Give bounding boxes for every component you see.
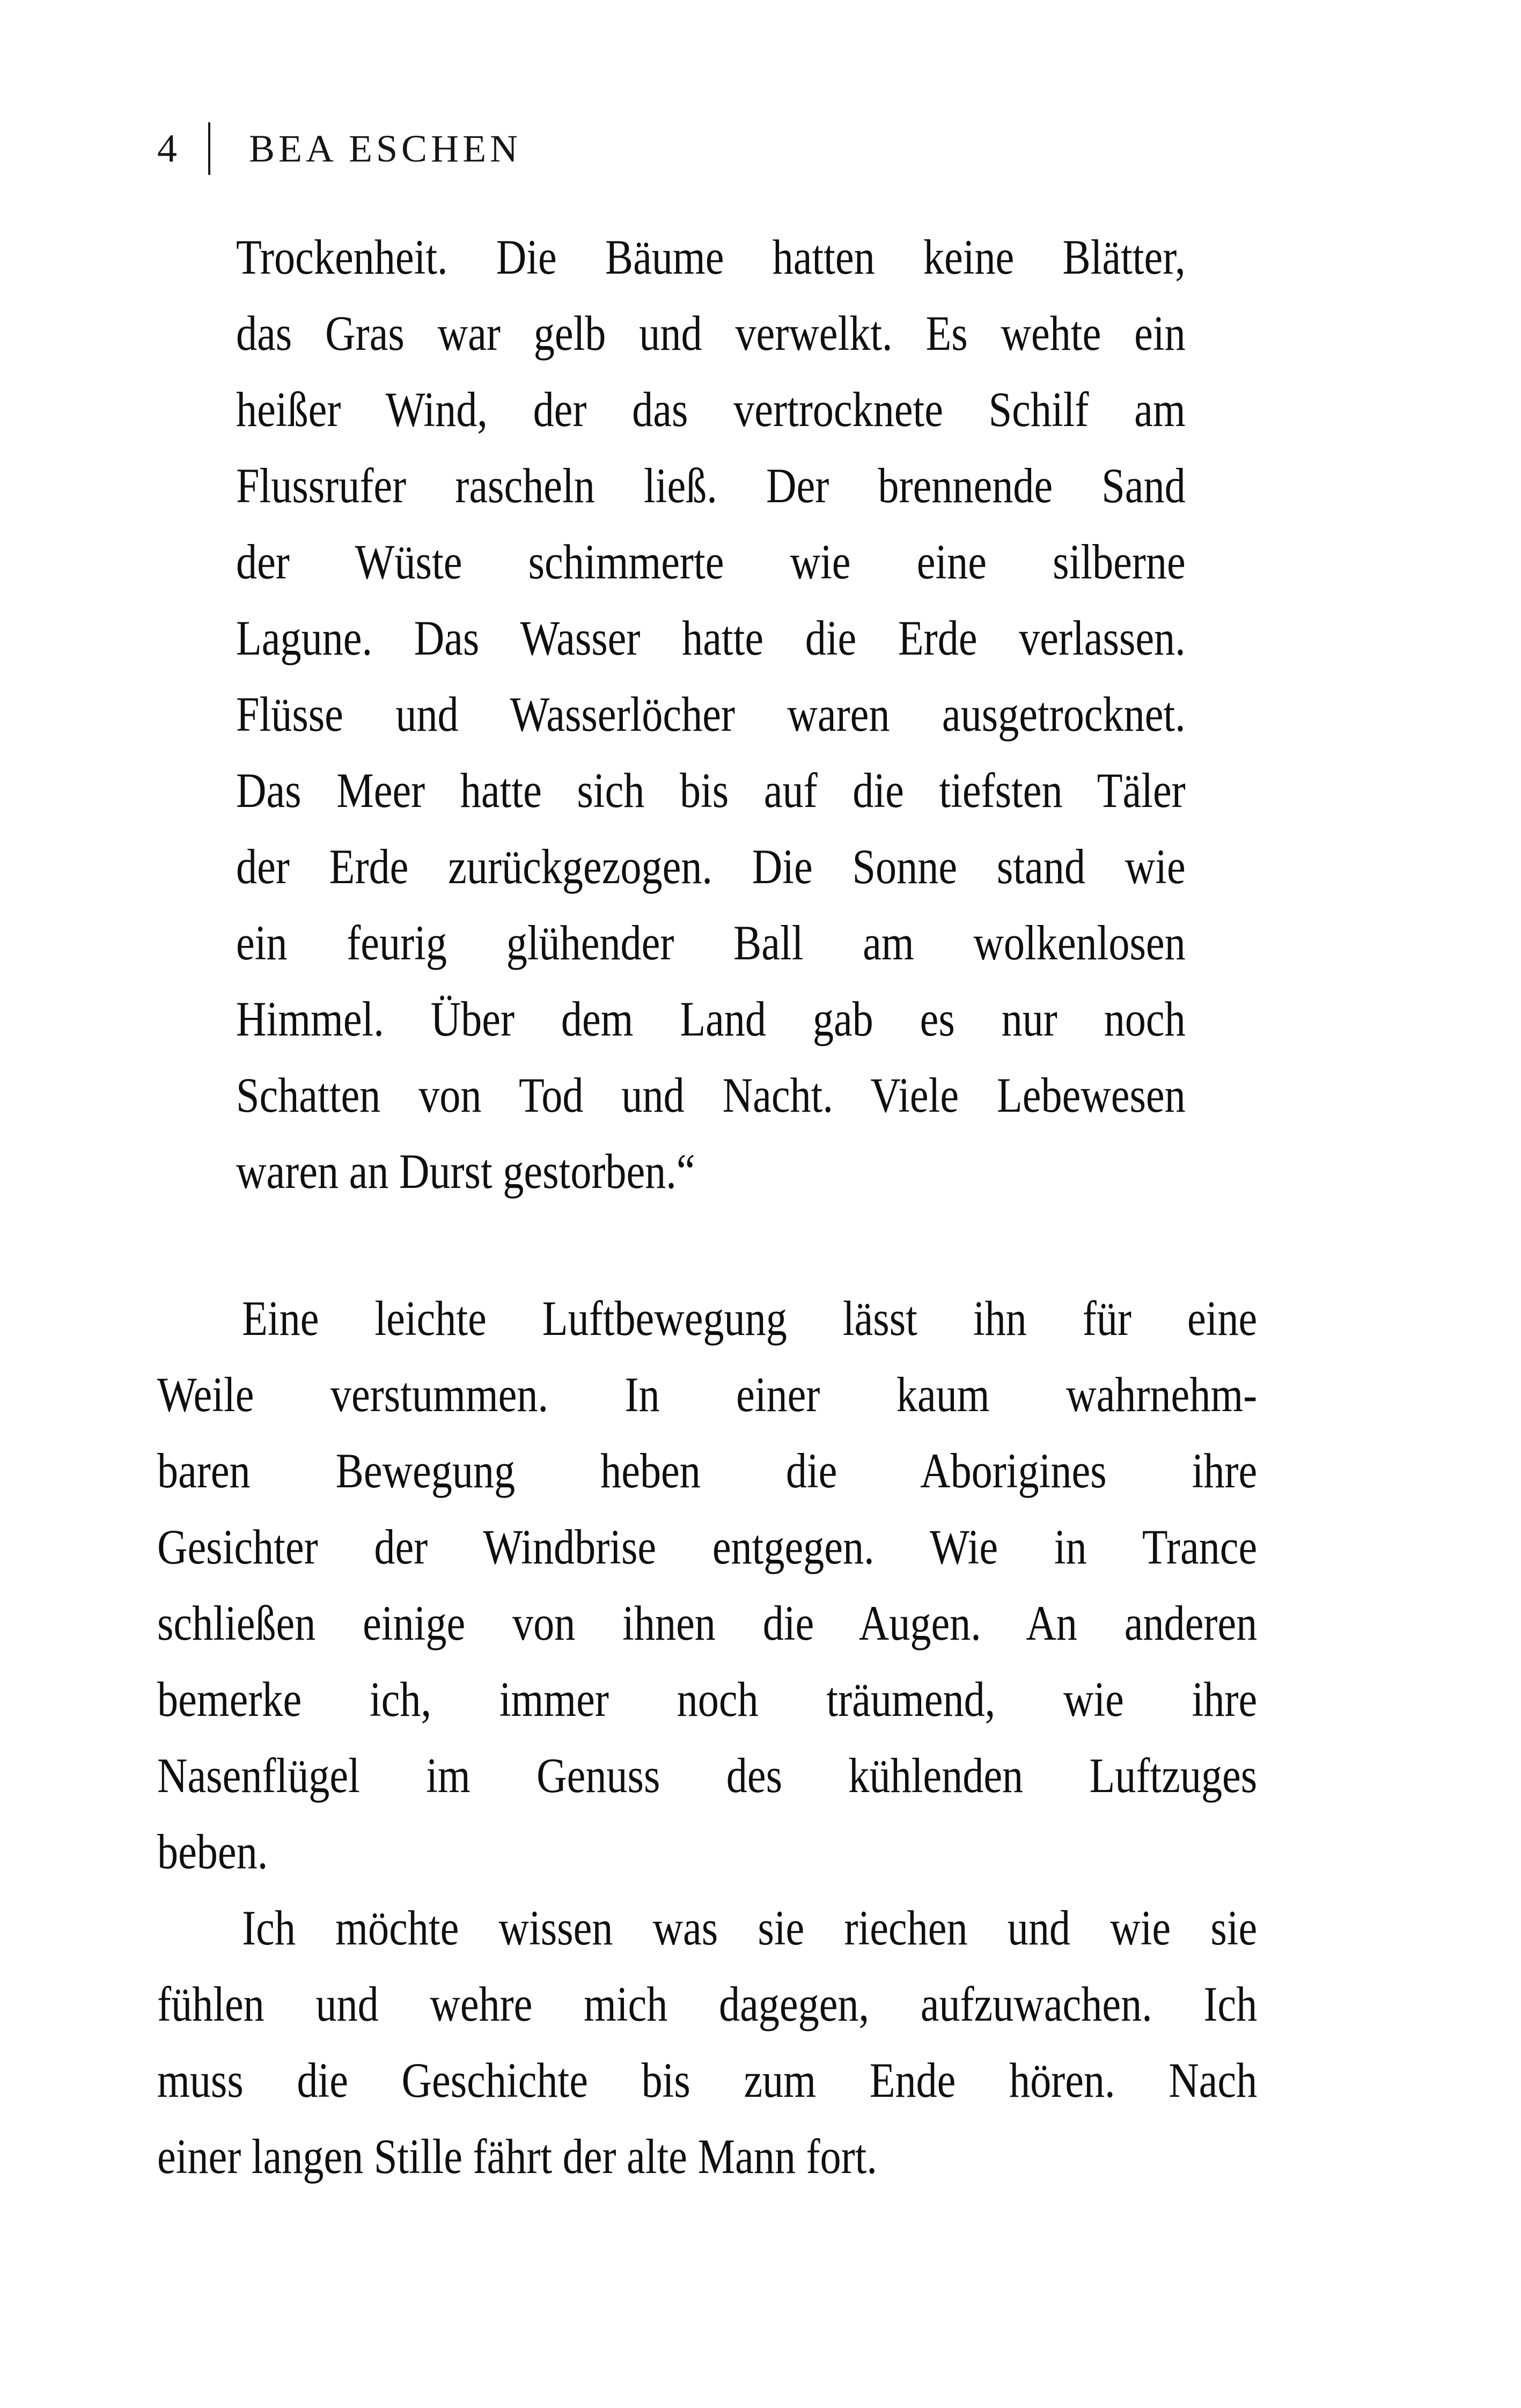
quote-line: ein feurig glühender Ball am wolkenlosen: [236, 915, 1186, 970]
quote-line: heißer Wind, der das vertrocknete Schilf am: [236, 382, 1186, 437]
quote-line: Das Meer hatte sich bis auf die tiefsten Täler: [236, 763, 1186, 818]
text-line: Ich möchte wissen was sie riechen und wie sie: [242, 1900, 1258, 1955]
text-line: bemerke ich, immer noch träumend, wie ihre: [157, 1672, 1258, 1727]
quote-line: Himmel. Über dem Land gab es nur noch: [236, 992, 1186, 1046]
quote-line: Schatten von Tod und Nacht. Viele Lebewesen: [236, 1068, 1186, 1122]
page-header: [157, 122, 521, 175]
running-title: BEA ESCHEN: [249, 127, 522, 170]
text-line: Eine leichte Luftbewegung lässt ihn für eine: [242, 1291, 1258, 1346]
text-line: baren Bewegung heben die Aborigines ihre: [157, 1443, 1258, 1498]
quote-line: Flussrufer rascheln ließ. Der brennende Sand: [236, 458, 1186, 513]
page-number: 4: [157, 127, 177, 171]
quote-line: waren an Durst gestorben.“: [236, 1144, 695, 1199]
quote-line: das Gras war gelb und verwelkt. Es wehte ein: [236, 306, 1186, 361]
quote-line: Flüsse und Wasserlöcher waren ausgetrocknet.: [236, 687, 1186, 742]
text-line: Weile verstummen. In einer kaum wahrnehm-: [157, 1367, 1258, 1422]
text-line: fühlen und wehre mich dagegen, aufzuwachen. Ich: [157, 1977, 1258, 2031]
quote-line: der Erde zurückgezogen. Die Sonne stand wie: [236, 839, 1186, 894]
text-line: muss die Geschichte bis zum Ende hören. Nach: [157, 2053, 1258, 2108]
quote-line: Trockenheit. Die Bäume hatten keine Blätter,: [236, 230, 1186, 284]
text-line: schließen einige von ihnen die Augen. An anderen: [157, 1596, 1258, 1650]
text-line: Nasenflügel im Genuss des kühlenden Luftzuges: [157, 1748, 1258, 1803]
text-line: Gesichter der Windbrise entgegen. Wie in Trance: [157, 1519, 1258, 1574]
paragraph: [157, 1890, 1257, 2194]
quote-line: der Wüste schimmerte wie eine silberne: [236, 534, 1186, 589]
quote-block: [236, 219, 1186, 1209]
text-line: einer langen Stille fährt der alte Mann fort.: [157, 2129, 877, 2184]
paragraph: [157, 1280, 1257, 1890]
quote-line: Lagune. Das Wasser hatte die Erde verlassen.: [236, 611, 1186, 665]
text-line: beben.: [157, 1824, 268, 1879]
header-divider: [208, 122, 210, 175]
body-text: [157, 1280, 1257, 2194]
